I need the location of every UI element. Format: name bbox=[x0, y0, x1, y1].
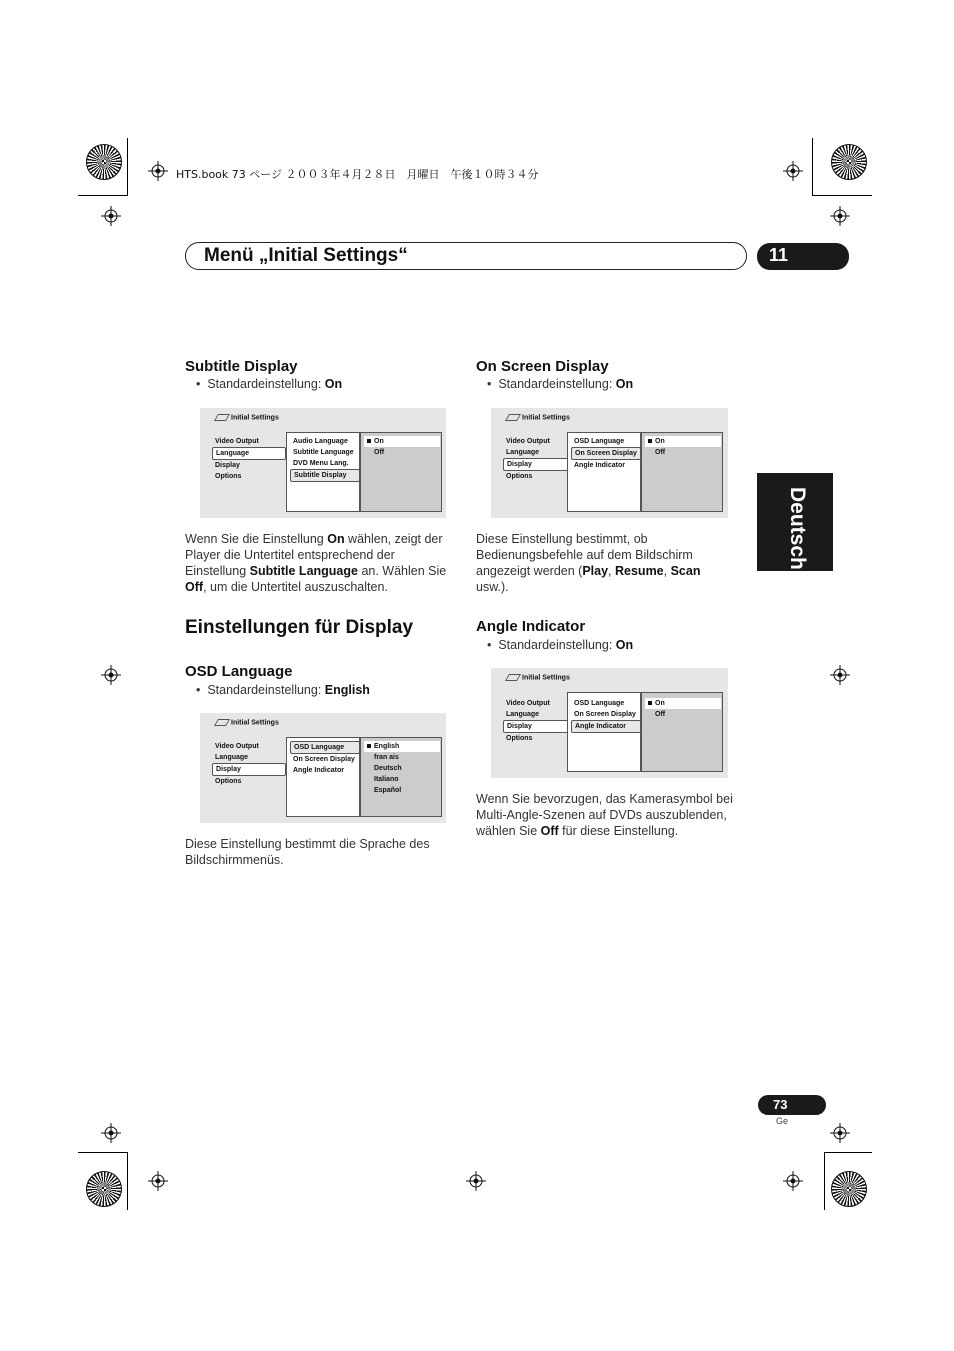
page-number-badge bbox=[758, 1095, 826, 1115]
chapter-badge bbox=[757, 243, 849, 270]
screen-submenu bbox=[571, 698, 641, 733]
submenu-item: Angle Indicator bbox=[574, 462, 625, 469]
on-screen-display-text: Diese Einstellung bestimmt, ob Bedienungsbefehle auf dem Bildschirm angezeigt werden (Play, Resume, Scan usw.). bbox=[476, 532, 701, 594]
angle-indicator-heading: Angle Indicator bbox=[476, 618, 586, 635]
submenu-item: Angle Indicator bbox=[293, 767, 344, 774]
crosshair-icon bbox=[783, 1171, 803, 1191]
crop-line bbox=[78, 1152, 128, 1153]
option-selected: English bbox=[364, 741, 440, 752]
option: Español bbox=[374, 787, 402, 794]
menu-item: Options bbox=[506, 473, 533, 480]
screen-options bbox=[645, 698, 721, 720]
submenu-item-selected: Subtitle Display bbox=[290, 469, 360, 482]
submenu-item: Subtitle Language bbox=[293, 449, 354, 456]
screen-main-menu bbox=[503, 436, 577, 482]
screen-header: Initial Settings bbox=[216, 719, 279, 726]
menu-item-selected: Display bbox=[503, 458, 577, 471]
registration-sunburst-icon bbox=[831, 144, 867, 180]
option: Off bbox=[655, 449, 666, 456]
screen-options bbox=[364, 741, 440, 796]
menu-item: Video Output bbox=[215, 438, 259, 445]
crosshair-icon bbox=[830, 206, 850, 226]
osd-screen-on-screen-display bbox=[491, 408, 728, 518]
osd-language-text: Diese Einstellung bestimmt die Sprache des Bildschirmmenüs. bbox=[185, 837, 430, 867]
menu-item: Options bbox=[215, 778, 242, 785]
submenu-item: On Screen Display bbox=[293, 756, 355, 763]
screen-submenu bbox=[290, 436, 360, 482]
crop-line bbox=[78, 195, 128, 196]
menu-item-selected: Display bbox=[212, 763, 286, 776]
option-selected: On bbox=[364, 436, 440, 447]
registration-sunburst-icon bbox=[86, 144, 122, 180]
osd-screen-angle-indicator bbox=[491, 668, 728, 778]
menu-item: Language bbox=[506, 711, 540, 718]
submenu-item-selected: Angle Indicator bbox=[571, 720, 641, 733]
crosshair-icon bbox=[101, 206, 121, 226]
osd-screen-osd-language bbox=[200, 713, 446, 823]
screen-options bbox=[645, 436, 721, 458]
chapter-number: 11 bbox=[769, 245, 789, 265]
disc-icon bbox=[214, 719, 230, 726]
subtitle-display-heading: Subtitle Display bbox=[185, 358, 298, 375]
selected-square-icon bbox=[648, 701, 652, 705]
submenu-item: OSD Language bbox=[574, 438, 625, 445]
language-side-tab bbox=[757, 473, 833, 571]
side-tab-label: Deutsch bbox=[786, 487, 809, 570]
screen-header: Initial Settings bbox=[216, 414, 279, 421]
screen-main-menu bbox=[212, 741, 286, 787]
angle-indicator-text: Wenn Sie bevorzugen, das Kamerasymbol bei Multi-Angle-Szenen auf DVDs auszublenden, wählen Sie Off für diese Einstellung. bbox=[476, 792, 733, 838]
registration-sunburst-icon bbox=[86, 1171, 122, 1207]
osd-language-default: • Standardeinstellung: English bbox=[196, 683, 370, 697]
display-settings-heading: Einstellungen für Display bbox=[185, 617, 414, 638]
submenu-item-selected: OSD Language bbox=[290, 741, 360, 754]
menu-item: Language bbox=[215, 754, 249, 761]
crosshair-icon bbox=[148, 1171, 168, 1191]
osd-screen-subtitle-display bbox=[200, 408, 446, 518]
submenu-item: OSD Language bbox=[574, 700, 625, 707]
osd-language-heading: OSD Language bbox=[185, 663, 293, 680]
disc-icon bbox=[505, 414, 521, 421]
menu-item: Video Output bbox=[506, 438, 550, 445]
screen-submenu bbox=[571, 436, 641, 471]
selected-square-icon bbox=[367, 439, 371, 443]
page-language-code: Ge bbox=[776, 1116, 789, 1126]
menu-item: Options bbox=[215, 473, 242, 480]
menu-item: Options bbox=[506, 735, 533, 742]
on-screen-display-default: • Standardeinstellung: On bbox=[487, 377, 634, 391]
crosshair-icon bbox=[101, 665, 121, 685]
menu-item: Video Output bbox=[506, 700, 550, 707]
screen-header: Initial Settings bbox=[507, 414, 570, 421]
crop-line bbox=[812, 195, 872, 196]
option: Off bbox=[655, 711, 666, 718]
menu-item-selected: Display bbox=[503, 720, 577, 733]
on-screen-display-heading: On Screen Display bbox=[476, 358, 609, 375]
subtitle-display-text: Wenn Sie die Einstellung On wählen, zeigt der Player die Untertitel entsprechend der Einstellung Subtitle Language an. Wählen Sie Off, um die Untertitel auszuschalten. bbox=[185, 532, 447, 594]
crop-line bbox=[824, 1152, 825, 1210]
submenu-item-selected: On Screen Display bbox=[571, 447, 641, 460]
option: Off bbox=[374, 449, 385, 456]
crosshair-icon bbox=[466, 1171, 486, 1191]
screen-submenu bbox=[290, 741, 360, 776]
disc-icon bbox=[214, 414, 230, 421]
crop-line bbox=[127, 138, 128, 196]
angle-indicator-default: • Standardeinstellung: On bbox=[487, 638, 634, 652]
option-selected: On bbox=[645, 436, 721, 447]
menu-item: Display bbox=[215, 462, 240, 469]
option: Italiano bbox=[374, 776, 399, 783]
crosshair-icon bbox=[830, 1123, 850, 1143]
option: fran ais bbox=[374, 754, 399, 761]
menu-item-selected: Language bbox=[212, 447, 286, 460]
crosshair-icon bbox=[830, 665, 850, 685]
option-selected: On bbox=[645, 698, 721, 709]
submenu-item: DVD Menu Lang. bbox=[293, 460, 349, 467]
crosshair-icon bbox=[783, 161, 803, 181]
print-header: HTS.book 73 ページ ２００３年４月２８日 月曜日 午後１０時３４分 bbox=[176, 168, 539, 181]
page-title: Menü „Initial Settings“ bbox=[204, 245, 408, 266]
screen-header: Initial Settings bbox=[507, 674, 570, 681]
screen-main-menu bbox=[212, 436, 286, 482]
crosshair-icon bbox=[101, 1123, 121, 1143]
screen-main-menu bbox=[503, 698, 577, 744]
crop-line bbox=[812, 138, 813, 196]
screen-options bbox=[364, 436, 440, 458]
registration-sunburst-icon bbox=[831, 1171, 867, 1207]
submenu-item: Audio Language bbox=[293, 438, 348, 445]
selected-square-icon bbox=[367, 744, 371, 748]
crosshair-icon bbox=[148, 161, 168, 181]
submenu-item: On Screen Display bbox=[574, 711, 636, 718]
menu-item: Video Output bbox=[215, 743, 259, 750]
disc-icon bbox=[505, 674, 521, 681]
selected-square-icon bbox=[648, 439, 652, 443]
crop-line bbox=[824, 1152, 872, 1153]
chapter-title-bar bbox=[185, 242, 747, 270]
menu-item: Language bbox=[506, 449, 540, 456]
option: Deutsch bbox=[374, 765, 402, 772]
crop-line bbox=[127, 1152, 128, 1210]
page-number: 73 bbox=[773, 1097, 788, 1112]
subtitle-display-default: • Standardeinstellung: On bbox=[196, 377, 343, 391]
